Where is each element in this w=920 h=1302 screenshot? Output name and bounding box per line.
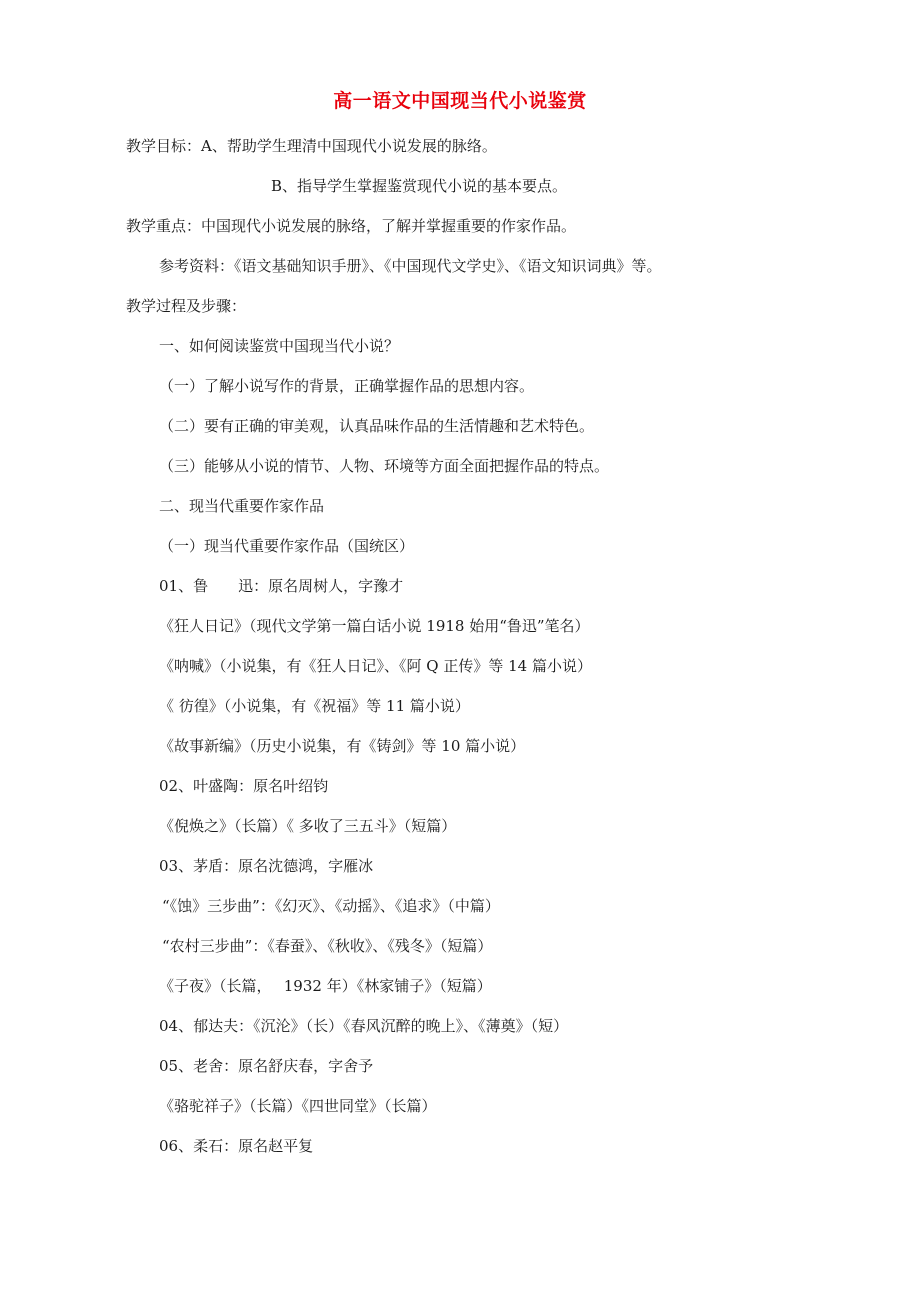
text-line-author-laoshe: 05、老舍：原名舒庆春，字舍予 [159,1057,374,1075]
text-line-process-heading: 教学过程及步骤： [126,297,247,315]
text-line-subsection-one: （一）现当代重要作家作品（国统区） [159,537,415,555]
text-line-author-luxun: 01、鲁 迅：原名周树人，字豫才 [159,577,404,595]
text-line-teaching-goal-a: 教学目标：A、帮助学生理清中国现代小说发展的脉络。 [126,137,497,155]
text-line-work-gushixinbian: 《故事新编》（历史小说集，有《铸剑》等 10 篇小说） [159,737,526,755]
text-line-point-two: （二）要有正确的审美观，认真品味作品的生活情趣和艺术特色。 [159,417,595,435]
text-line-teaching-focus: 教学重点：中国现代小说发展的脉络，了解并掌握重要的作家作品。 [126,217,577,235]
text-line-work-village-trilogy: “农村三步曲”：《春蚕》、《秋收》、《残冬》（短篇） [162,937,493,955]
text-line-references: 参考资料：《语文基础知识手册》、《中国现代文学史》、《语文知识词典》等。 [159,257,662,275]
text-line-work-shi-trilogy: “《蚀》三步曲”：《幻灭》、《动摇》、《追求》（中篇） [162,897,500,915]
text-line-teaching-goal-b: B、指导学生掌握鉴赏现代小说的基本要点。 [271,177,568,195]
text-line-section-one: 一、如何阅读鉴赏中国现当代小说？ [159,337,400,355]
text-line-work-nahan: 《呐喊》（小说集，有《狂人日记》、《阿 Q 正传》等 14 篇小说） [159,657,592,675]
text-line-work-ziye: 《子夜》（长篇， 1932 年）《林家铺子》（短篇） [159,977,492,995]
text-line-author-yu: 04、郁达夫：《沉沦》（长）《春风沉醉的晚上》、《薄奠》（短） [159,1017,569,1035]
text-line-author-ye: 02、叶盛陶：原名叶绍钧 [159,777,329,795]
text-line-author-maodun: 03、茅盾：原名沈德鸿，字雁冰 [159,857,374,875]
text-line-work-laoshe: 《骆驼祥子》（长篇）《四世同堂》（长篇） [159,1097,437,1115]
text-line-work-ye: 《倪焕之》（长篇）《 多收了三五斗》（短篇） [159,817,457,835]
page-title: 高一语文中国现当代小说鉴赏 [333,90,587,112]
text-line-work-diary: 《狂人日记》（现代文学第一篇白话小说 1918 始用“鲁迅”笔名） [159,617,590,635]
text-line-point-one: （一）了解小说写作的背景，正确掌握作品的思想内容。 [159,377,535,395]
text-line-section-two: 二、现当代重要作家作品 [159,497,325,515]
text-line-author-roushi: 06、柔石：原名赵平复 [159,1137,314,1155]
text-line-point-three: （三）能够从小说的情节、人物、环境等方面全面把握作品的特点。 [159,457,610,475]
text-line-work-panghuang: 《 彷徨》（小说集，有《祝福》等 11 篇小说） [159,697,470,715]
